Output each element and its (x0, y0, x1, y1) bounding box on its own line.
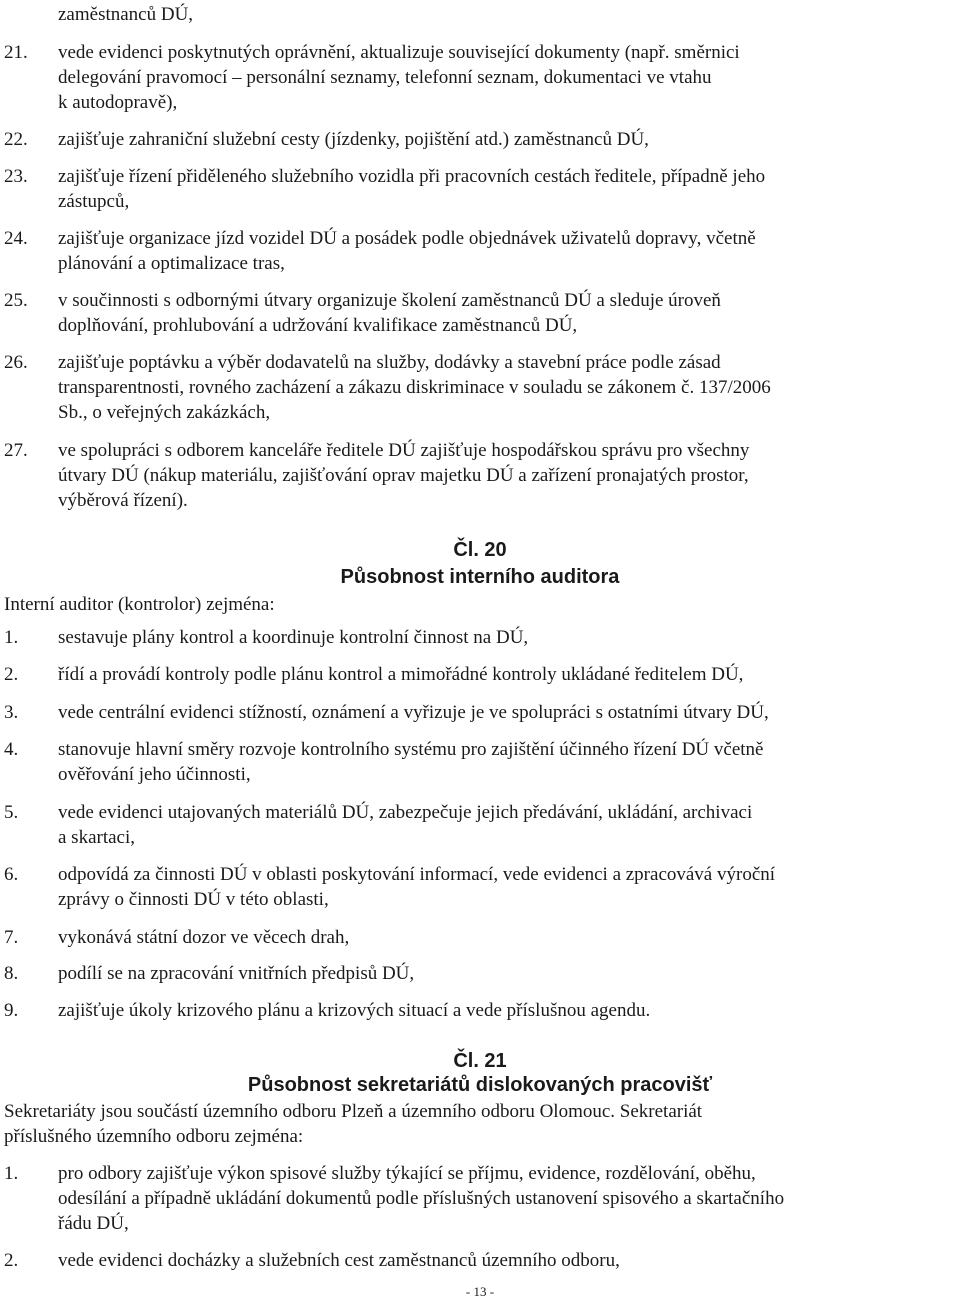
item-line: k autodopravě), (58, 92, 178, 113)
item-number: 21. (4, 42, 28, 63)
page-number: - 13 - (465, 1284, 495, 1299)
article-21-title: Působnost sekretariátů dislokovaných pracovišť (247, 1074, 713, 1096)
item-number: 26. (4, 352, 28, 373)
item-number: 27. (4, 440, 28, 461)
item-number: 2. (4, 1250, 19, 1271)
item-number: 9. (4, 1000, 19, 1021)
article-20-title: Působnost interního auditora (340, 566, 620, 588)
item-line: vede evidenci utajovaných materiálů DÚ, zabezpečuje jejich předávání, ukládání, archivaci (58, 802, 753, 823)
item-line: řádu DÚ, (58, 1213, 129, 1234)
item-line: odpovídá za činnosti DÚ v oblasti poskytování informací, vede evidenci a zpracovává výroční (58, 864, 776, 885)
item-number: 22. (4, 129, 28, 150)
item-line: vykonává státní dozor ve věcech drah, (58, 927, 350, 948)
item-number: 5. (4, 802, 19, 823)
article-21-intro-line: příslušného územního odboru zejména: (4, 1126, 304, 1147)
continuation-text: zaměstnanců DÚ, (58, 4, 194, 25)
item-line: výběrová řízení). (58, 490, 188, 511)
article-21-heading: Čl. 21 (453, 1050, 507, 1072)
item-number: 7. (4, 927, 19, 948)
item-line: v součinnosti s odbornými útvary organizuje školení zaměstnanců DÚ a sleduje úroveň (58, 290, 721, 311)
item-line: Sb., o veřejných zakázkách, (58, 402, 271, 423)
item-line: stanovuje hlavní směry rozvoje kontrolního systému pro zajištění účinného řízení DÚ včetně (58, 739, 764, 760)
article-20-intro: Interní auditor (kontrolor) zejména: (4, 594, 275, 615)
article-20-heading: Čl. 20 (453, 539, 507, 561)
item-number: 2. (4, 664, 19, 685)
item-line: zajišťuje úkoly krizového plánu a krizových situací a vede příslušnou agendu. (58, 1000, 651, 1021)
item-line: transparentnosti, rovného zacházení a zákazu diskriminace v souladu se zákonem č. 137/2006 (58, 377, 771, 398)
item-number: 6. (4, 864, 19, 885)
item-line: vede evidenci poskytnutých oprávnění, aktualizuje související dokumenty (např. směrnici (58, 42, 740, 63)
item-number: 1. (4, 1163, 19, 1184)
item-line: útvary DÚ (nákup materiálu, zajišťování oprav majetku DÚ a zařízení pronajatých prostor, (58, 465, 749, 486)
item-number: 4. (4, 739, 19, 760)
item-line: vede centrální evidenci stížností, oznámení a vyřizuje je ve spolupráci s ostatními útvary DÚ, (58, 702, 769, 723)
item-number: 3. (4, 702, 19, 723)
item-line: odesílání a případně ukládání dokumentů podle příslušných ustanovení spisového a skartačního (58, 1188, 785, 1209)
item-line: sestavuje plány kontrol a koordinuje kontrolní činnost na DÚ, (58, 627, 529, 648)
item-line: delegování pravomocí – personální seznamy, telefonní seznam, dokumentaci ve vtahu (58, 67, 712, 88)
item-line: podílí se na zpracování vnitřních předpisů DÚ, (58, 963, 415, 984)
item-number: 8. (4, 963, 19, 984)
item-line: vede evidenci docházky a služebních cest zaměstnanců územního odboru, (58, 1250, 620, 1271)
item-line: zajišťuje poptávku a výběr dodavatelů na služby, dodávky a stavební práce podle zásad (58, 352, 721, 373)
item-line: zajišťuje zahraniční služební cesty (jízdenky, pojištění atd.) zaměstnanců DÚ, (58, 129, 649, 150)
item-line: zajišťuje řízení přiděleného služebního vozidla při pracovních cestách ředitele, případně jeho (58, 166, 766, 187)
item-number: 23. (4, 166, 28, 187)
item-line: zprávy o činnosti DÚ v této oblasti, (58, 889, 329, 910)
item-number: 25. (4, 290, 28, 311)
item-line: ve spolupráci s odborem kanceláře ředitele DÚ zajišťuje hospodářskou správu pro všechny (58, 440, 750, 461)
item-line: zajišťuje organizace jízd vozidel DÚ a posádek podle objednávek uživatelů dopravy, včetně (58, 228, 756, 249)
item-line: ověřování jeho účinnosti, (58, 764, 251, 785)
article-21-intro-line: Sekretariáty jsou součástí územního odboru Plzeň a územního odboru Olomouc. Sekretariát (4, 1101, 703, 1122)
item-line: pro odbory zajišťuje výkon spisové služby týkající se příjmu, evidence, rozdělování, oběhu, (58, 1163, 756, 1184)
item-line: a skartaci, (58, 827, 136, 848)
item-number: 1. (4, 627, 19, 648)
item-line: zástupců, (58, 191, 130, 212)
item-line: řídí a provádí kontroly podle plánu kontrol a mimořádné kontroly ukládané ředitelem DÚ, (58, 664, 744, 685)
item-number: 24. (4, 228, 28, 249)
item-line: doplňování, prohlubování a udržování kvalifikace zaměstnanců DÚ, (58, 315, 578, 336)
item-line: plánování a optimalizace tras, (58, 253, 285, 274)
